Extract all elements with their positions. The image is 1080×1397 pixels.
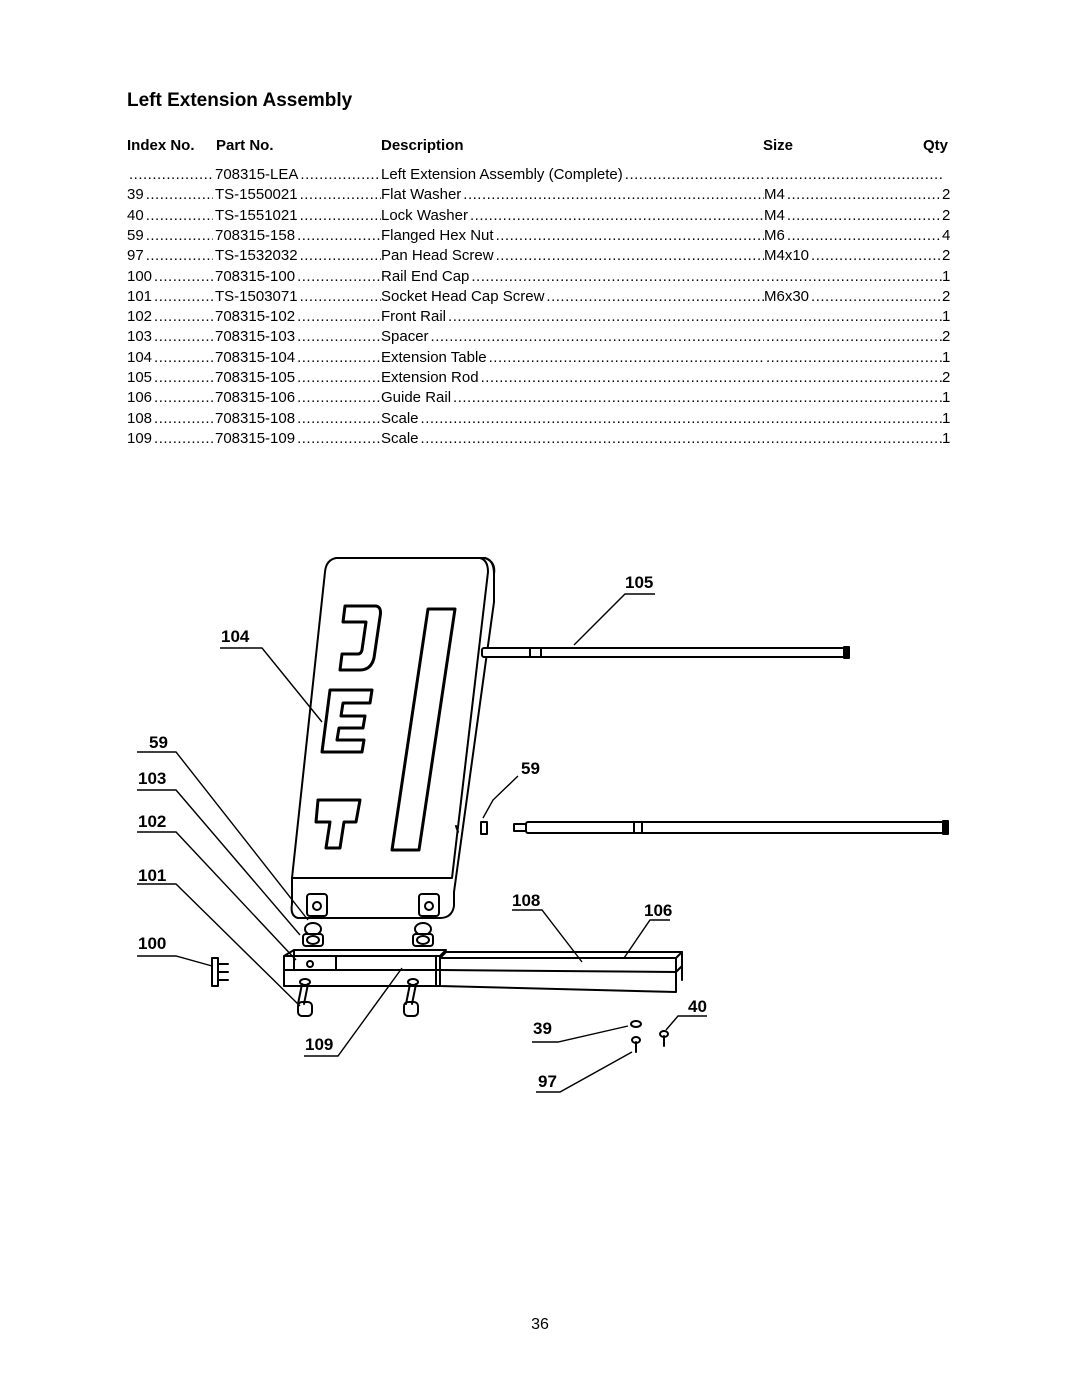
cell-index-text: 108 [127,410,153,427]
callout-59-left: 59 [149,733,168,752]
cell-part-text: 708315-106 [215,389,296,406]
cell-description-text: Rail End Cap [381,268,470,285]
callout-101: 101 [138,866,167,885]
cell-part-text: TS-1503071 [215,288,298,305]
cell-qty-text: 2 [942,369,951,386]
cell-part-text: TS-1550021 [215,186,298,203]
callout-102: 102 [138,812,167,831]
cell-size-text: M6x30 [764,288,810,305]
cell-qty-text: 1 [942,268,951,285]
cell-description-text: Extension Table [381,349,487,366]
spacer-nut-right [413,923,433,946]
cell-qty-text: 1 [942,410,951,427]
callout-40: 40 [688,997,707,1016]
cell-qty-text: 2 [942,288,951,305]
cell-index-text: 109 [127,430,153,447]
cell-size-text: M6 [764,227,785,244]
cell-index-text: 102 [127,308,153,325]
rail-end-cap-part [212,958,228,986]
cell-index-text: 39 [127,186,144,203]
callout-104: 104 [221,627,250,646]
cell-index-text: 97 [127,247,144,264]
spacer-nut-left [303,923,323,946]
guide-rail-part [440,952,682,992]
cell-qty-text: 2 [942,207,951,224]
cell-description-text: Guide Rail [381,389,452,406]
cell-index-text: 59 [127,227,144,244]
header-part: Part No. [216,137,274,154]
cell-part-text: 708315-104 [215,349,296,366]
callout-103: 103 [138,769,167,788]
cell-part-text: 708315-158 [215,227,296,244]
header-size: Size [763,137,794,154]
cell-size-text: M4 [764,186,785,203]
cell-part-text: 708315-105 [215,369,296,386]
callout-100: 100 [138,934,167,953]
header-qty: Qty [923,137,949,154]
callout-97: 97 [538,1072,557,1091]
cell-qty-text: 1 [942,349,951,366]
cell-size-text: M4 [764,207,785,224]
cell-size-text: M4x10 [764,247,810,264]
cell-part-text: 708315-LEA [215,166,299,183]
cell-description-text: Socket Head Cap Screw [381,288,545,305]
extension-rod-upper [482,647,849,658]
callout-109: 109 [305,1035,334,1054]
header-index: Index No. [127,137,195,154]
callout-108: 108 [512,891,541,910]
cell-description-text: Front Rail [381,308,447,325]
cell-qty-text: 1 [942,308,951,325]
cell-qty-text: 1 [942,430,951,447]
cell-index-text: 105 [127,369,153,386]
cell-part-text: 708315-109 [215,430,296,447]
cell-index-text: 100 [127,268,153,285]
cell-index-text: 104 [127,349,153,366]
cell-index-text: 40 [127,207,144,224]
header-description: Description [381,137,464,154]
cell-description-text: Flanged Hex Nut [381,227,494,244]
cell-description-text: Scale [381,410,419,427]
callout-39: 39 [533,1019,552,1038]
cell-qty-text: 4 [942,227,951,244]
pan-head-screws [632,1031,668,1052]
cell-description-text: Spacer [381,328,429,345]
flat-washer-part [631,1021,641,1027]
cell-qty-text: 2 [942,247,951,264]
cell-qty-text: 2 [942,328,951,345]
callout-106: 106 [644,901,673,920]
cell-description-text: Left Extension Assembly (Complete) [381,166,623,183]
extension-rod-lower [514,821,948,834]
cell-description-text: Scale [381,430,419,447]
cell-description-text: Lock Washer [381,207,468,224]
cell-qty-text: 2 [942,186,951,203]
hex-nut-part [481,822,487,834]
cell-index-text: 103 [127,328,153,345]
cell-part-text: TS-1532032 [215,247,298,264]
cell-index-text: 106 [127,389,153,406]
cell-part-text: 708315-103 [215,328,296,345]
callout-105: 105 [625,573,654,592]
cell-part-text: 708315-100 [215,268,296,285]
page-number: 36 [531,1316,549,1333]
cell-part-text: TS-1551021 [215,207,298,224]
cell-description-text: Pan Head Screw [381,247,494,264]
cell-description-text: Flat Washer [381,186,462,203]
page-title: Left Extension Assembly [127,90,353,111]
callout-59-right: 59 [521,759,540,778]
cell-part-text: 708315-108 [215,410,296,427]
cell-description-text: Extension Rod [381,369,479,386]
extension-table-part [292,558,495,918]
cell-part-text: 708315-102 [215,308,296,325]
cell-index-text: 101 [127,288,153,305]
cell-qty-text: 1 [942,389,951,406]
